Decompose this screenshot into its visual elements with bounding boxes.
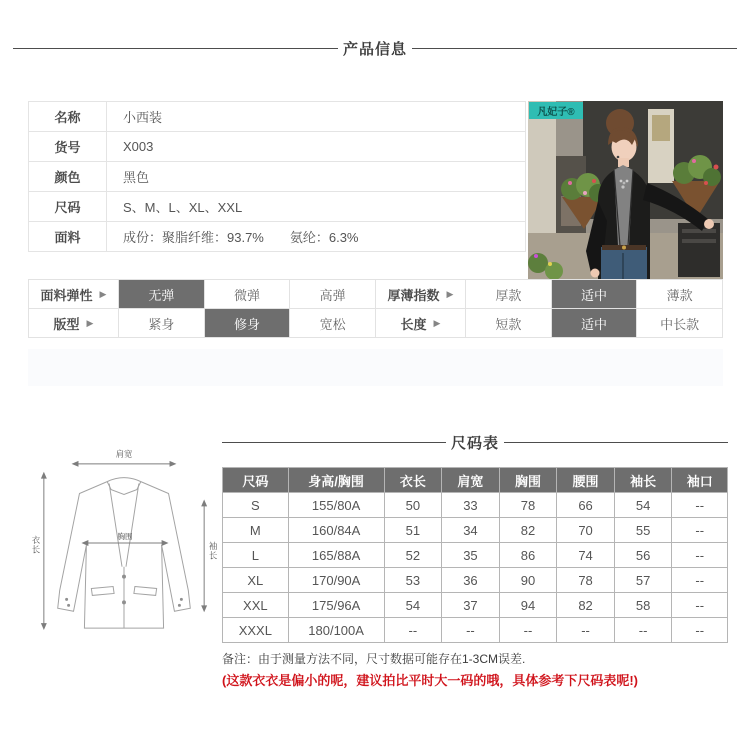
size-cell: 55 — [614, 518, 672, 543]
size-cell: 54 — [614, 493, 672, 518]
size-cell: 170/90A — [288, 568, 384, 593]
size-cell: 57 — [614, 568, 672, 593]
arrow-right-icon: ▶ — [99, 288, 107, 299]
size-diagram — [30, 442, 222, 645]
attribute-matrix — [28, 279, 723, 338]
product-info-table — [28, 101, 526, 252]
attribute-label-text: 长度 — [400, 316, 427, 332]
size-table-header: 尺码 — [223, 468, 289, 493]
size-cell: 53 — [384, 568, 442, 593]
info-value: 小西装 — [107, 102, 526, 132]
size-cell: 66 — [557, 493, 615, 518]
size-table-row — [223, 543, 728, 568]
product-photo — [528, 101, 723, 279]
page-title: 产品信息 — [343, 41, 408, 58]
shoulder-width-label: 肩宽 — [115, 448, 133, 459]
attribute-option: 紧身 — [119, 309, 205, 338]
size-table-row — [223, 568, 728, 593]
info-value: S、M、L、XL、XXL — [107, 192, 526, 222]
info-row — [29, 162, 526, 192]
size-cell: 165/88A — [288, 543, 384, 568]
attribute-option: 中长款 — [637, 309, 723, 338]
info-row — [29, 132, 526, 162]
size-cell: -- — [672, 593, 728, 618]
sleeve-length-label: 袖长 — [208, 540, 218, 561]
blazer-measure-diagram — [30, 442, 218, 640]
attribute-group — [376, 280, 723, 309]
size-cell: -- — [672, 543, 728, 568]
section-title-size-chart — [222, 432, 728, 453]
size-cell: 86 — [499, 543, 557, 568]
size-table — [222, 467, 728, 643]
size-chart-title: 尺码表 — [451, 435, 500, 452]
size-table-header-row — [223, 468, 728, 493]
section-title-product-info — [13, 38, 737, 59]
size-cell: 52 — [384, 543, 442, 568]
size-cell: 34 — [442, 518, 500, 543]
size-chart-area — [222, 432, 728, 689]
info-value: 黑色 — [107, 162, 526, 192]
info-row — [29, 222, 526, 252]
info-value: X003 — [107, 132, 526, 162]
attribute-option: 适中 — [552, 280, 638, 309]
attribute-option: 厚款 — [466, 280, 552, 309]
attribute-option: 适中 — [552, 309, 638, 338]
size-cell: 180/100A — [288, 618, 384, 643]
size-cell: 78 — [499, 493, 557, 518]
info-label: 颜色 — [29, 162, 107, 192]
size-cell: 36 — [442, 568, 500, 593]
size-table-row — [223, 618, 728, 643]
size-table-header: 腰围 — [557, 468, 615, 493]
attribute-row — [29, 280, 723, 309]
size-table-header: 胸围 — [499, 468, 557, 493]
info-label: 货号 — [29, 132, 107, 162]
attribute-option: 无弹 — [119, 280, 205, 309]
attribute-row — [29, 309, 723, 338]
size-cell: 70 — [557, 518, 615, 543]
size-cell: -- — [499, 618, 557, 643]
size-table-header: 身高/胸围 — [288, 468, 384, 493]
size-cell: -- — [672, 568, 728, 593]
attribute-group — [376, 309, 723, 338]
spacer-band — [28, 349, 723, 386]
size-cell: 56 — [614, 543, 672, 568]
arrow-right-icon: ▶ — [446, 288, 454, 299]
info-label: 名称 — [29, 102, 107, 132]
chest-label: 胸围 — [117, 532, 133, 542]
attribute-group — [29, 280, 376, 309]
title-rule-right — [412, 48, 737, 49]
attribute-option: 微弹 — [205, 280, 291, 309]
size-cell: -- — [672, 493, 728, 518]
size-table-header: 衣长 — [384, 468, 442, 493]
size-table-header: 肩宽 — [442, 468, 500, 493]
size-cell: 58 — [614, 593, 672, 618]
size-cell: S — [223, 493, 289, 518]
size-notes — [222, 650, 728, 689]
attribute-option: 薄款 — [637, 280, 723, 309]
attribute-label — [376, 280, 466, 309]
title-rule-left — [222, 442, 446, 443]
size-cell: -- — [384, 618, 442, 643]
size-cell: 33 — [442, 493, 500, 518]
size-cell: 160/84A — [288, 518, 384, 543]
attribute-option: 修身 — [205, 309, 291, 338]
size-cell: 82 — [557, 593, 615, 618]
size-cell: 82 — [499, 518, 557, 543]
product-info-section — [28, 101, 723, 279]
size-cell: L — [223, 543, 289, 568]
garment-length-label: 衣长 — [31, 534, 41, 555]
attribute-option: 短款 — [466, 309, 552, 338]
remark-note: 备注：由于测量方法不同，尺寸数据可能存在1-3CM误差. — [222, 652, 526, 666]
size-section — [30, 432, 728, 689]
size-cell: 35 — [442, 543, 500, 568]
arrow-right-icon: ▶ — [433, 317, 441, 328]
size-cell: 50 — [384, 493, 442, 518]
attribute-label-text: 版型 — [53, 316, 80, 332]
product-photo-illustration — [528, 101, 723, 279]
attribute-label — [376, 309, 466, 338]
info-row — [29, 192, 526, 222]
size-cell: 74 — [557, 543, 615, 568]
size-cell: -- — [442, 618, 500, 643]
attribute-option: 宽松 — [290, 309, 376, 338]
size-cell: M — [223, 518, 289, 543]
brand-watermark — [529, 102, 583, 119]
size-cell: 37 — [442, 593, 500, 618]
info-value: 成份：聚脂纤维：93.7% 氨纶：6.3% — [107, 222, 526, 252]
size-cell: -- — [672, 518, 728, 543]
info-label: 面料 — [29, 222, 107, 252]
info-label: 尺码 — [29, 192, 107, 222]
size-cell: 54 — [384, 593, 442, 618]
attribute-label — [29, 309, 119, 338]
size-table-header: 袖长 — [614, 468, 672, 493]
size-table-header: 袖口 — [672, 468, 728, 493]
size-cell: -- — [672, 618, 728, 643]
title-rule-left — [13, 48, 338, 49]
brand-watermark-text: 凡妃子® — [537, 107, 575, 118]
size-cell: 94 — [499, 593, 557, 618]
attribute-label-text: 面料弹性 — [40, 287, 93, 303]
size-cell: 155/80A — [288, 493, 384, 518]
size-cell: 90 — [499, 568, 557, 593]
size-cell: XXL — [223, 593, 289, 618]
title-rule-right — [504, 442, 728, 443]
size-cell: -- — [557, 618, 615, 643]
size-cell: 51 — [384, 518, 442, 543]
size-table-row — [223, 518, 728, 543]
size-cell: 175/96A — [288, 593, 384, 618]
size-cell: 78 — [557, 568, 615, 593]
attribute-option: 高弹 — [290, 280, 376, 309]
attribute-group — [29, 309, 376, 338]
info-row — [29, 102, 526, 132]
size-cell: XXXL — [223, 618, 289, 643]
size-cell: -- — [614, 618, 672, 643]
attribute-label — [29, 280, 119, 309]
size-table-row — [223, 493, 728, 518]
attribute-label-text: 厚薄指数 — [387, 287, 440, 303]
warning-note: (这款衣衣是偏小的呢，建议拍比平时大一码的哦，具体参考下尺码表呢!) — [222, 673, 638, 688]
size-table-row — [223, 593, 728, 618]
size-cell: XL — [223, 568, 289, 593]
arrow-right-icon: ▶ — [86, 317, 94, 328]
